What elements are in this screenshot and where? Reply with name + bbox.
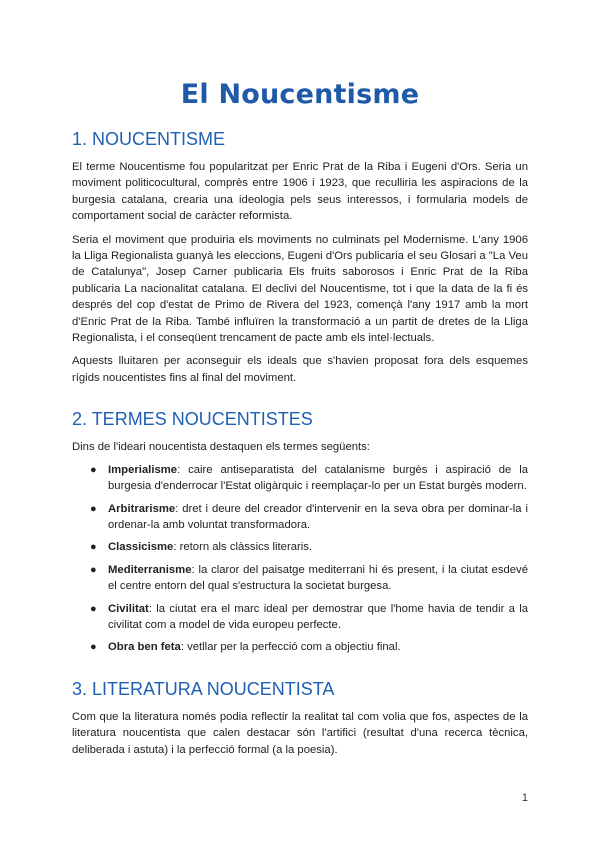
paragraph: Aquests lluitaren per aconseguir els ideals que s'havien proposat fora dels esquemes rígids noucentistes fins al final del moviment. bbox=[72, 355, 528, 384]
term-name: Mediterranisme bbox=[108, 563, 192, 576]
list-item bbox=[90, 639, 528, 655]
page-number: 1 bbox=[521, 792, 528, 804]
term-name: Classicisme bbox=[108, 541, 174, 554]
section-heading-literatura: 3. LITERATURA NOUCENTISTA bbox=[72, 678, 335, 699]
term-name: Arbitrarisme bbox=[108, 502, 176, 515]
bullet-icon: ● bbox=[90, 463, 97, 476]
section-heading-noucentisme: 1. NOUCENTISME bbox=[72, 129, 226, 149]
terms-intro: Dins de l'ideari noucentista destaquen els termes següents: bbox=[72, 441, 370, 454]
terms-list bbox=[72, 462, 528, 656]
term-definition: : caire antiseparatista del catalanisme burgès i aspiració de la burgesia d'enderrocar l'Estat oligàrquic i reemplaçar-lo per un Estat burgès modern. bbox=[108, 463, 528, 493]
section-heading-termes: 2. TERMES NOUCENTISTES bbox=[72, 409, 313, 430]
document-title: El Noucentisme bbox=[180, 79, 420, 110]
section-noucentisme bbox=[72, 128, 528, 386]
list-item bbox=[90, 601, 528, 634]
list-item bbox=[90, 501, 528, 534]
section-literatura-noucentista bbox=[72, 678, 528, 758]
list-item bbox=[90, 462, 528, 495]
term-definition: : vetllar per la perfecció com a objectiu final. bbox=[180, 641, 401, 654]
term-name: Civilitat bbox=[108, 602, 149, 615]
document-page bbox=[72, 0, 528, 758]
bullet-icon: ● bbox=[90, 641, 97, 654]
term-definition: : la claror del paisatge mediterrani hi és present, i la ciutat esdevé el centre entorn del qual s'estructura la societat burgesa. bbox=[108, 563, 528, 593]
bullet-icon: ● bbox=[90, 502, 97, 515]
section-termes-noucentistes bbox=[72, 408, 528, 655]
bullet-icon: ● bbox=[90, 602, 97, 615]
list-item bbox=[90, 539, 528, 555]
bullet-icon: ● bbox=[90, 541, 97, 554]
paragraph: El terme Noucentisme fou popularitzat per Enric Prat de la Riba i Eugeni d'Ors. Seria un moviment politicocultural, comprès entre 1906 i 1923, que reculliria les aspiracions de la burgesia catalana, crearia una ideologia pels seus interessos, i formularia models de comportament social de caràcter reformista. bbox=[72, 161, 528, 223]
list-item bbox=[90, 562, 528, 595]
bullet-icon: ● bbox=[90, 563, 97, 576]
term-name: Imperialisme bbox=[108, 463, 178, 476]
term-definition: : dret i deure del creador d'intervenir en la seva obra per dominar-la i ordenar-la amb voluntat transformadora. bbox=[108, 502, 528, 531]
term-definition: : retorn als clàssics literaris. bbox=[173, 541, 313, 554]
paragraph: Com que la literatura només podia reflectir la realitat tal com volia que fos, aspectes de la literatura noucentista que calen destacar són l'artifici (resultat d'una recerca tècnica, deliberada i astuta) i la perfecció formal (a la poesia). bbox=[72, 710, 528, 756]
paragraph: Seria el moviment que produiria els moviments no culminats pel Modernisme. L'any 1906 la Lliga Regionalista guanyà les eleccions, Eugeni d'Ors publicaria el seu Glosari a "La Veu de Catalunya", Josep Carner publicaria Els fruits saborosos i Enric Prat de la Riba publicaria La nacionalitat catalana. El declivi del Noucentisme, tot i que la data de la fi és després del cop d'estat de Primo de Rivera del 1923, començà l'any 1917 amb la mort d'Enric Prat de la Riba. També influïren la transformació a un partit de dretes de la Lliga Regionalista, i el conseqüent trencament de pacte amb els intel·lectuals. bbox=[72, 233, 528, 345]
term-definition: : la ciutat era el marc ideal per demostrar que l'home havia de tendir a la civilitat com a model de vida europeu perfecte. bbox=[108, 602, 528, 631]
term-name: Obra ben feta bbox=[108, 641, 181, 654]
